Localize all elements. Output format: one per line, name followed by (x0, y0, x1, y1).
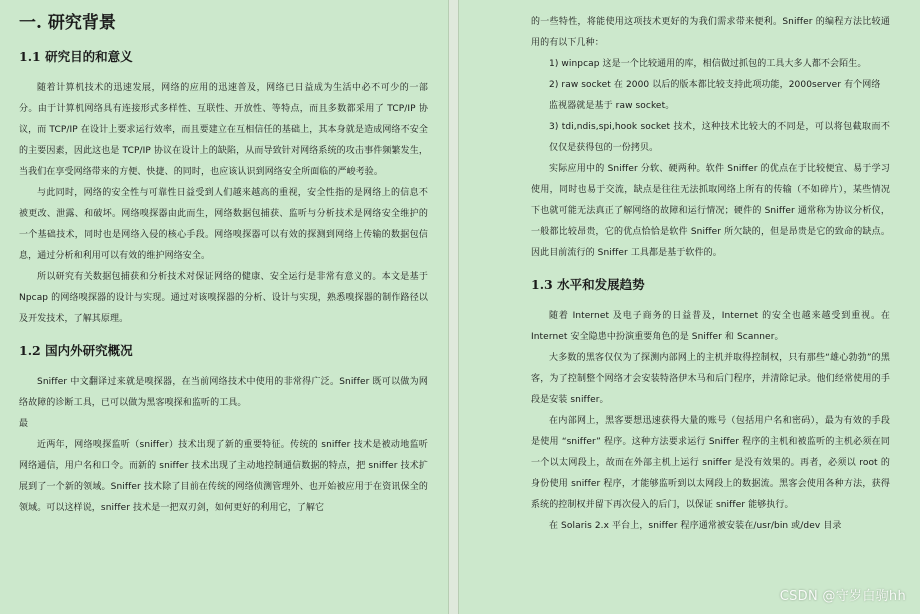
csdn-watermark: CSDN @守岁白驹hh (779, 589, 906, 604)
paragraph: 随着 Internet 及电子商务的日益普及，Internet 的安全也越来越受到重视。在 Internet 安全隐患中扮演重要角色的是 Sniffer 和 Scanner。 (531, 311, 890, 342)
list-item: 2) raw socket 在 2000 以后的版本都比较支持此项功能，2000server 有个网络 (549, 80, 881, 90)
list-item: 3) tdi,ndis,spi,hook socket 技术，这种技术比较大的不同是，可以将包截取而不仅仅是获得包的一份拷贝。 (549, 122, 890, 153)
section-heading-1-2: 1.2 国内外研究概况 (19, 343, 133, 358)
paragraph: 实际应用中的 Sniffer 分软、硬两种。软件 Sniffer 的优点在于比较便宜、易于学习使用，同时也易于交流，缺点是往往无法抓取网络上所有的传输（不如碎片），某些情况下也就可能无法真正了解网络的故障和运行情况；硬件的 Sniffer 通常称为协议分析仪，一般都比较昂贵，它的优点恰恰是软件 Sniffer 所欠缺的，但是昂贵是它的致命的缺点。因此目前流行的 Sniffer 工具都是基于软件的。 (531, 164, 890, 258)
paragraph: 在 Solaris 2.x 平台上，sniffer 程序通常被安装在/usr/bin 或/dev 目录 (549, 521, 842, 531)
list-item: 1) winpcap 这是一个比较通用的库，相信做过抓包的工具大多人都不会陌生。 (549, 59, 867, 69)
paragraph: 所以研究有关数据包捕获和分析技术对保证网络的健康、安全运行是非常有意义的。本文是基于 Npcap 的网络嗅探器的设计与实现。通过对该嗅探器的分析、设计与实现，熟悉嗅探器的制作路径以及开发技术，了解其原理。 (19, 272, 428, 324)
paragraph-fragment: 最 (19, 419, 29, 429)
chapter-title: 一. 研究背景 (19, 13, 116, 33)
paragraph-continued: 的一些特性，将能使用这项技术更好的为我们需求带来便利。Sniffer 的编程方法比较通用的有以下几种： (531, 17, 890, 48)
paragraph: Sniffer 中文翻译过来就是嗅探器，在当前网络技术中使用的非常得广泛。Sniffer 既可以做为网络故障的诊断工具，已可以做为黑客嗅探和监听的工具。 (19, 377, 428, 408)
document-page-right (458, 0, 920, 614)
page-gutter (449, 0, 458, 614)
paragraph: 在内部网上，黑客要想迅速获得大量的账号（包括用户名和密码），最为有效的手段是使用 “sniffer” 程序。这种方法要求运行 Sniffer 程序的主机和被监听的主机必须在同一个以太网段上，故而在外部主机上运行 sniffer 是没有效果的。再者，必须以 root 的身份使用 sniffer 程序，才能够监听到以太网段上的数据流。黑客会使用各种方法，获得系统的控制权并留下再次侵入的后门，以保证 sniffer 能够执行。 (531, 416, 890, 510)
paragraph: 随着计算机技术的迅速发展，网络的应用的迅速普及，网络已日益成为生活中必不可少的一部分。由于计算机网络具有连接形式多样性、互联性、开放性、等特点，而且多数都采用了 TCP/IP 协议，而 TCP/IP 在设计上要求运行效率，而且要建立在互相信任的基础上，其本身就是造成网络不安全的主要因素，因此这也是 TCP/IP 协议在设计上的缺陷，从而导致针对网络系统的攻击事件频繁发生，当我们在享受网络带来的方便、快捷、的同时，也应该认识到网络安全所面临的严峻考验。 (19, 83, 428, 177)
section-heading-1-1: 1.1 研究目的和意义 (19, 49, 133, 64)
list-item-continued: 监视器就是基于 raw socket。 (549, 101, 675, 111)
paragraph: 与此同时，网络的安全性与可靠性日益受到人们越来越高的重视，安全性指的是网络上的信息不被更改、泄露、和破坏。网络嗅探器由此而生，网络数据包捕获、监听与分析技术是网络安全维护的一个基础技术，同时也是网络入侵的核心手段。网络嗅探器可以有效的探测到网络上传输的数据包信息，通过分析和利用可以有效的维护网络安全。 (19, 188, 428, 261)
paragraph: 大多数的黑客仅仅为了探测内部网上的主机并取得控制权，只有那些“雄心勃勃”的黑客，为了控制整个网络才会安装特洛伊木马和后门程序，并清除记录。他们经常使用的手段是安装 sniffer。 (531, 353, 890, 405)
section-heading-1-3: 1.3 水平和发展趋势 (531, 277, 645, 292)
document-page-left (0, 0, 449, 614)
paragraph: 近两年，网络嗅探监听（sniffer）技术出现了新的重要特征。传统的 sniffer 技术是被动地监听网络通信，用户名和口令。而新的 sniffer 技术出现了主动地控制通信数据的特点，把 sniffer 技术扩展到了一个新的领域。Sniffer 技术除了目前在传统的网络侦测管理外、也开始被应用于在资讯保全的领域。可以这样说，sniffer 技术是一把双刃剑，如何更好的利用它，了解它 (19, 440, 428, 513)
